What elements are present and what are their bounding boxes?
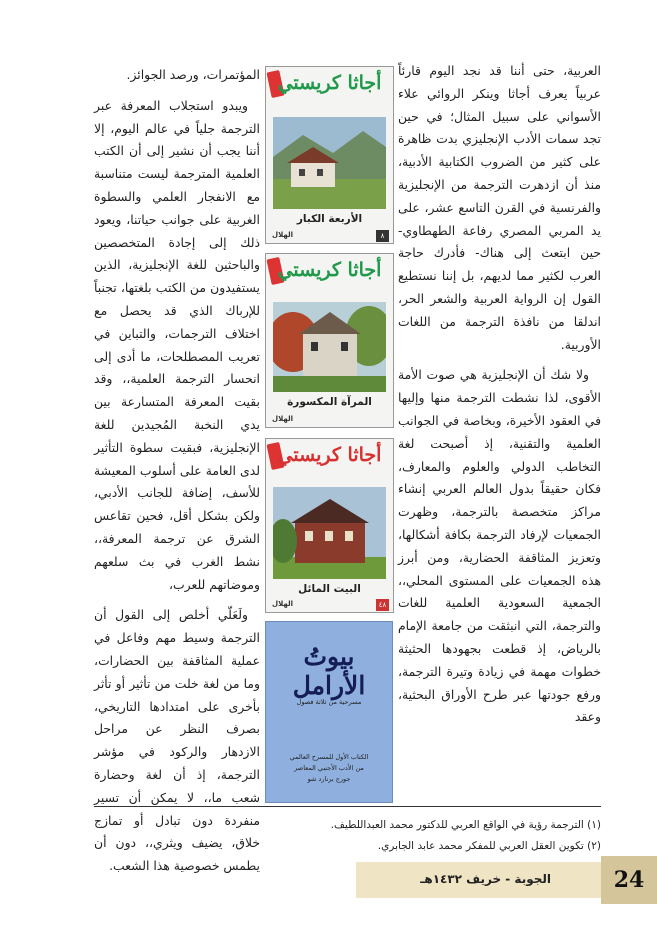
footnote-2: (٢) تكوين العقل العربي للمفكر محمد عابد الجابري. [377, 840, 601, 852]
article-column-right [398, 60, 601, 729]
book-series-title: أجاثا كريستي [277, 259, 382, 281]
book-title: المرآة المكسورة [287, 396, 372, 408]
footnote-divider [94, 806, 601, 807]
book-footer [270, 752, 388, 785]
publisher-logo: الهلال [272, 415, 294, 423]
book-number: ٤٨ [376, 599, 389, 611]
magazine-issue-title: الجوبة - خريف ١٤٣٢هـ [420, 872, 551, 886]
book-title: الأربعة الكبار [296, 213, 363, 225]
book-series-line: من الأدب الأجنبي المعاصر [294, 764, 364, 772]
paragraph: ويبدو استجلاب المعرفة عبر الترجمة جلياً في عالم اليوم، إلا أننا يجب أن نشير إلى أن الكتب العلمية المترجمة ليست متناسبة مع الانفجار العلمي والسطوة الغربية على جوانب حياتنا، ويعود ذلك إلى إجادة المتخصصين والباحثين للغة الإنجليزية، الذين يستفيدون من الكتب بلغتها، تجنباً للإرباك الذي قد يحصل مع اختلاف الترجمات، والتباين في تعريب المصطلحات، ما أدى إلى انحسار الترجمة العلمية،، وقد بقيت المعرفة المتسارعة بين يدي النخبة المُجيدين للغة الإنجليزية، فبقيت سطوة التأثير لدى العامة على أسلوب المعيشة للأسف، إضافة للجانب الأدبي، ولكن بشكل أقل، فحين تقاعس الشرق عن ترجمة المعرفة،، نشط الغرب في بث سلعهم وموضاتهم للعرب، [94, 97, 260, 592]
book-title: بيوتُ الأرامل [292, 642, 366, 700]
footnotes [94, 815, 601, 857]
book-series-line: الكتاب الأول للمسرح العالمي [289, 753, 369, 761]
publisher-logo: الهلال [272, 231, 294, 239]
paragraph: ولَعَلّي أخلص إلى القول أن الترجمة وسيط مهم وفاعل في عملية المثاقفة بين الحضارات، وما من لغة خلت من تأثير أو تأثر بأخرى على امتدادها التاريخي، بصرف النظر عن مراحل الازدهار والركود في مؤشر الترجمة، إذ أن لغة وحضارة شعب ما،، لا يمكن أن تسير منفردة دون تبادل أو تمازج خلاق، يضيف ويثري،، دون أن يطمس خصوصية هذا الشعب. [94, 607, 260, 874]
footnote-1: (١) الترجمة رؤية في الواقع العربي للدكتور محمد العبداللطيف. [330, 819, 601, 831]
article-column-left [94, 64, 260, 878]
footer-bar [356, 862, 601, 898]
publisher-logo: الهلال [272, 600, 294, 608]
book-cover-4 [265, 621, 393, 803]
book-cover-3 [265, 438, 394, 613]
book-title: البيت المائل [298, 583, 361, 595]
book-subtitle: مسرحية من ثلاثة فصول [296, 698, 362, 706]
book-series-title: أجاثا كريستي [277, 444, 382, 466]
house-photo [273, 302, 386, 392]
paragraph: المؤتمرات، ورصد الجوائز. [126, 67, 260, 82]
house-photo [273, 117, 386, 209]
book-author: جورج برنارد شو [307, 775, 351, 783]
book-series-title: أجاثا كريستي [277, 72, 382, 94]
paragraph: العربية، حتى أننا قد نجد اليوم قارئاً عربياً يعرف أجاثا وينكر الروائي علاء الأسواني على سبيل المثال؛ في حين تجد سمات الأدب الإنجليزي بدت ظاهرة على كثير من الضروب الكتابية الأدبية، منذ أن ازدهرت الترجمة من الإنجليزية والفرنسية في القرن التاسع عشر، على يد المربي المصري رفاعة الطهطاوي- حين ابتعث إلى هناك- فأدرك حاجة العرب لكثير مما لديهم، بل إننا نستطيع القول إن الرواية العربية والشعر الحر، اندلقا من نافذة الترجمة من اللغات الأوربية. [398, 63, 601, 352]
book-cover-2 [265, 253, 394, 428]
book-number: ٨ [376, 230, 389, 242]
book-cover-1 [265, 66, 394, 244]
page-number: 24 [601, 856, 657, 904]
house-photo [273, 487, 386, 579]
paragraph: ولا شك أن الإنجليزية هي صوت الأمة الأقوى، لذا نشطت الترجمة منها وإليها في العقود الأخيرة، وبخاصة في الجوانب العلمية والتقنية، إذ أصبحت لغة التخاطب الدولي والعلوم والمعارف، فكان حقيقاً بدول العالم العربي إنشاء مراكز متخصصة بالترجمة، وظهرت الجمعيات لإرفاد الترجمة بكافة أشكالها، وتعزيز المثاقفة الحضارية، ومن أبرز هذه الجمعيات على المستوى المحلي،، الجمعية السعودية العلمية للغات والترجمة، التي انبثقت من جامعة الإمام بالرياض، إذ قطعت بجهودها الحثيثة خطوات مهمة في زيادة وتيرة الترجمة، ورفع جودتها عبر طرح الأوراق البحثية، وعقد [398, 367, 601, 725]
